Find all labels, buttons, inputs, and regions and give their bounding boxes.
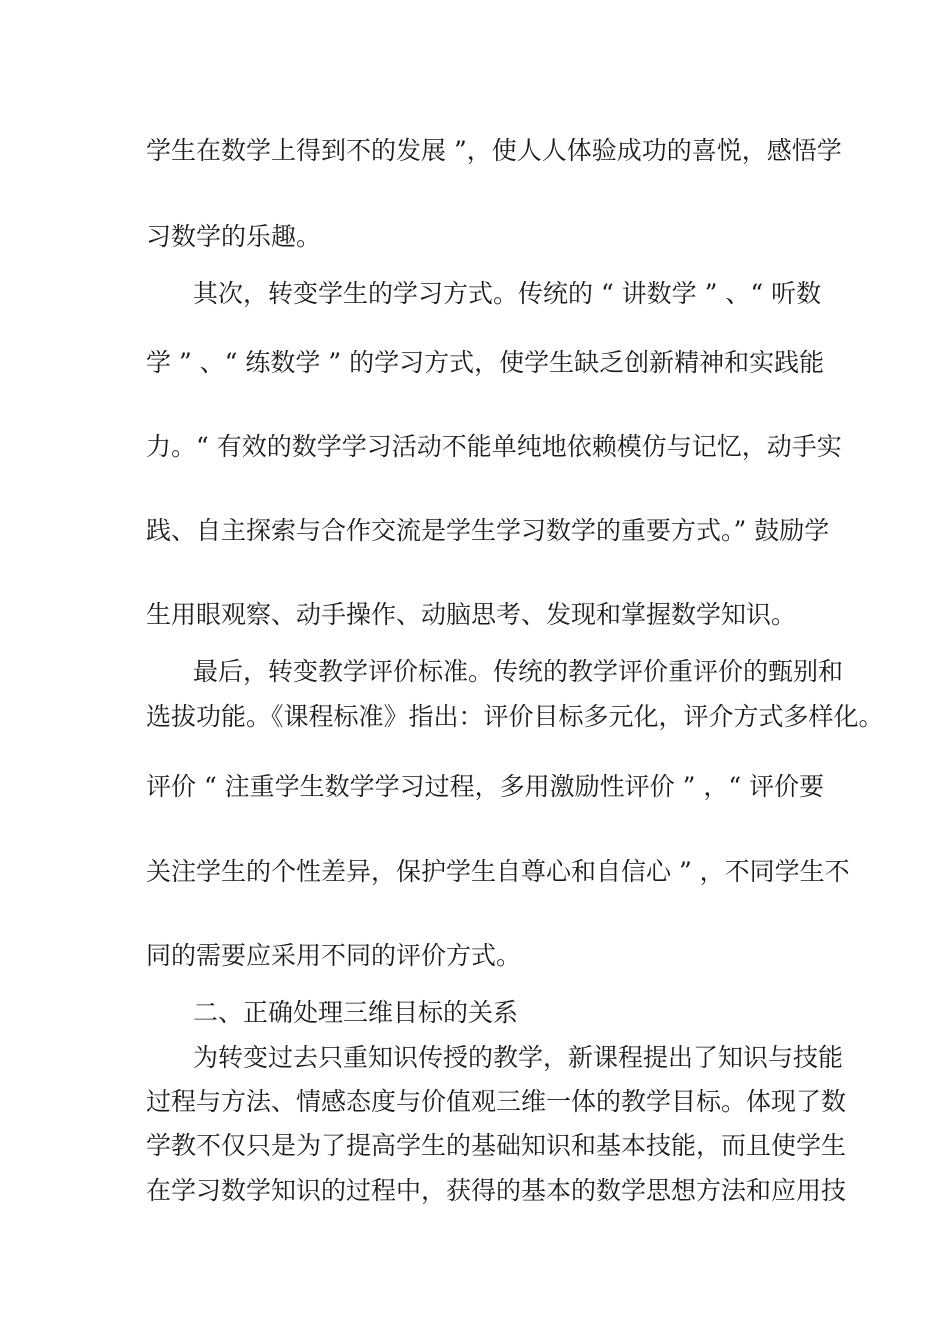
section-heading: 二、正确处理三维目标的关系: [193, 998, 519, 1027]
paragraph-line-6: 践、自主探索与合作交流是学生学习数学的重要方式。” 鼓励学: [146, 516, 830, 545]
paragraph-line-13: 为转变过去只重知识传授的教学，新课程提出了知识与技能: [193, 1043, 844, 1072]
paragraph-line-8: 最后，转变教学评价标准。传统的教学评价重评价的甄别和: [193, 657, 844, 686]
paragraph-line-2: 习数学的乐趣。: [146, 222, 322, 251]
paragraph-line-3: 其次，转变学生的学习方式。传统的 “ 讲数学 ” 、“ 听数: [193, 279, 822, 308]
paragraph-line-14: 过程与方法、情感态度与价值观三维一体的教学目标。体现了数: [146, 1087, 847, 1116]
paragraph-line-4: 学 ” 、“ 练数学 ” 的学习方式，使学生缺乏创新精神和实践能: [146, 348, 825, 377]
paragraph-line-16: 在学习数学知识的过程中，获得的基本的数学思想方法和应用技: [146, 1176, 847, 1205]
paragraph-line-10: 评价 “ 注重学生数学学习过程，多用激励性评价 ” ，“ 评价要: [146, 772, 825, 801]
paragraph-line-15: 学教不仅只是为了提高学生的基础知识和基本技能，而且使学生: [146, 1131, 847, 1160]
paragraph-line-12: 同的需要应采用不同的评价方式。: [146, 941, 522, 970]
paragraph-line-7: 生用眼观察、动手操作、动脑思考、发现和掌握数学知识。: [146, 600, 797, 629]
paragraph-line-1: 学生在数学上得到不的发展 ”，使人人体验成功的喜悦，感悟学: [146, 136, 842, 165]
paragraph-line-5: 力。“ 有效的数学学习活动不能单纯地依赖模仿与记忆，动手实: [146, 432, 842, 461]
paragraph-line-11: 关注学生的个性差异，保护学生自尊心和自信心 ” ，不同学生不: [146, 857, 850, 886]
paragraph-line-9: 选拔功能。《课程标准》指出：评价目标多元化，评介方式多样化。: [146, 702, 884, 731]
